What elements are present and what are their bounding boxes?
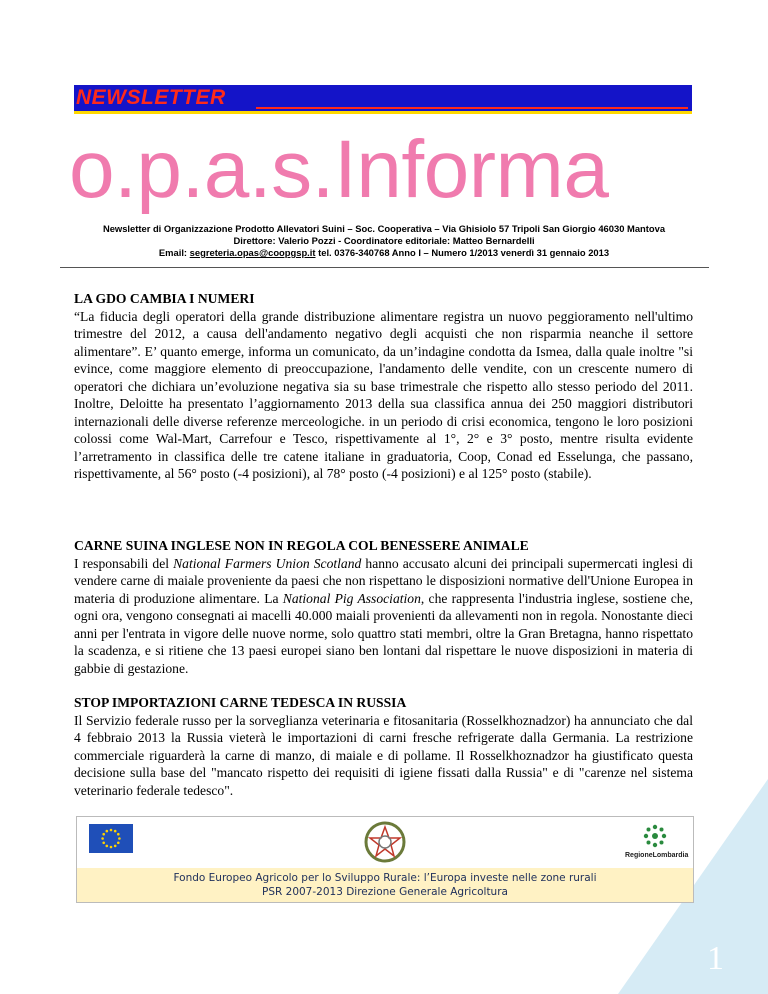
- fund-line-1: Fondo Europeo Agricolo per lo Sviluppo Rurale: l’Europa investe nelle zone rurali: [173, 872, 597, 884]
- article-body: Il Servizio federale russo per la sorveglianza veterinaria e fitosanitaria (Rosselkhoznadzor) ha annunciato che dal 4 febbraio 2013 la Russia vieterà le importazioni di carni fresche refrigerate dalla Germania. La restrizione commerciale riguarderà la carne di manzo, di maiale e di pollame. Il Rosselkhoznadzor ha giustificato questa decisione sulla base del "mancato rispetto dei requisiti di igiene fissati dalla Russia" e di "carenze nel sistema veterinario federale tedesco".: [74, 712, 693, 798]
- region-label: RegioneLombardia: [625, 852, 689, 859]
- article-title: STOP IMPORTAZIONI CARNE TEDESCA IN RUSSIA: [74, 695, 407, 710]
- newsletter-label: NEWSLETTER: [76, 86, 226, 109]
- publisher-info-line: Newsletter di Organizzazione Prodotto Allevatori Suini – Soc. Cooperativa – Via Ghisiolo 57 Tripoli San Giorgio 46030 Mantova: [102, 223, 666, 234]
- issue-details: tel. 0376-340768 Anno I – Numero 1/2013 venerdì 31 gennaio 2013: [315, 247, 610, 258]
- regione-lombardia-logo: [625, 821, 689, 867]
- article-body: I responsabili del National Farmers Union Scotland hanno accusato alcuni dei principali supermercati inglesi di vendere carne di maiale proveniente da paesi che non rispettano le disposizioni normative dell'Unione Europea in materia di produzione alimentare. La National Pig Association, che rappresenta l'industria inglese, sostiene che, ogni ora, vengono consegnati ai macelli 40.000 maiali provenienti da allevamenti non in regola. Nonostante dieci anni per l'entrata in vigore delle nuove norme, solo quattro stati membri, oltre la Gran Bretagna, hanno rispettato la scadenza, e si ritiene che 13 paesi europei siano ben lontani dal rispettare le nuove disposizioni in materia di gabbie di gestazione.: [74, 555, 693, 676]
- article-title: LA GDO CAMBIA I NUMERI: [74, 291, 255, 306]
- funding-logos-box: [76, 816, 694, 903]
- article-gdo: [74, 290, 693, 483]
- article-carne-inglese: [74, 537, 693, 677]
- article-title: CARNE SUINA INGLESE NON IN REGOLA COL BENESSERE ANIMALE: [74, 538, 529, 553]
- newsletter-banner: [74, 85, 692, 114]
- contact-line: [60, 247, 708, 259]
- email-label: Email:: [158, 247, 190, 258]
- fund-line-2: PSR 2007-2013 Direzione Generale Agricoltura: [262, 886, 508, 898]
- email-link[interactable]: segreteria.opas@coopgsp.it: [189, 247, 316, 258]
- article-russia: [74, 694, 693, 799]
- organization-name: National Farmers Union Scotland: [173, 555, 362, 571]
- fund-band: [77, 868, 693, 902]
- newsletter-underline: [256, 107, 688, 109]
- eu-stars-icon: [89, 824, 133, 853]
- header-rule: [60, 267, 709, 268]
- editors-line: Direttore: Valerio Pozzi - Coordinatore editoriale: Matteo Bernardelli: [233, 235, 535, 246]
- rosa-camuna-icon: [642, 823, 668, 849]
- article-body: “La fiducia degli operatori della grande distribuzione alimentare registra un nuovo peggioramento nell'ultimo trimestre del 2012, a causa dell'andamento negativo degli acquisti che non risparmia neanche il settore alimentare”. E’ quanto emerge, informa un comunicato, da un’indagine condotta da Ismea, dalla quale inoltre "si evince, come maggiore elemento di preoccupazione, l'andamento delle vendite, con un crescente numero di operatori che dichiara un’evoluzione negativa sia su base trimestrale che rispetto allo stesso periodo del 2011. Inoltre, Deloitte ha presentato l’aggiornamento 2013 della sua classifica annua dei 250 maggiori distributori internazionali delle diverse referenze merceologiche. in un periodo di crisi economica, tengono le loro posizioni colossi come Wal-Mart, Carrefour e Tesco, rispettivamente al 1°, 2° e 3° posto, mentre risulta evidente l’arretramento in classifica delle tre catene italiane in graduatoria, Coop, Conad ed Esselunga, che passano, rispettivamente, al 56° posto (-4 posizioni), al 78° posto (-4 posizioni) e al 125° posto (stabile).: [74, 308, 693, 481]
- organization-name: National Pig Association: [282, 590, 421, 606]
- masthead-title: o.p.a.s.Informa: [69, 124, 609, 215]
- italian-republic-emblem-icon: [364, 821, 406, 863]
- eu-flag-icon: [89, 824, 133, 853]
- page-number: 1: [707, 940, 724, 977]
